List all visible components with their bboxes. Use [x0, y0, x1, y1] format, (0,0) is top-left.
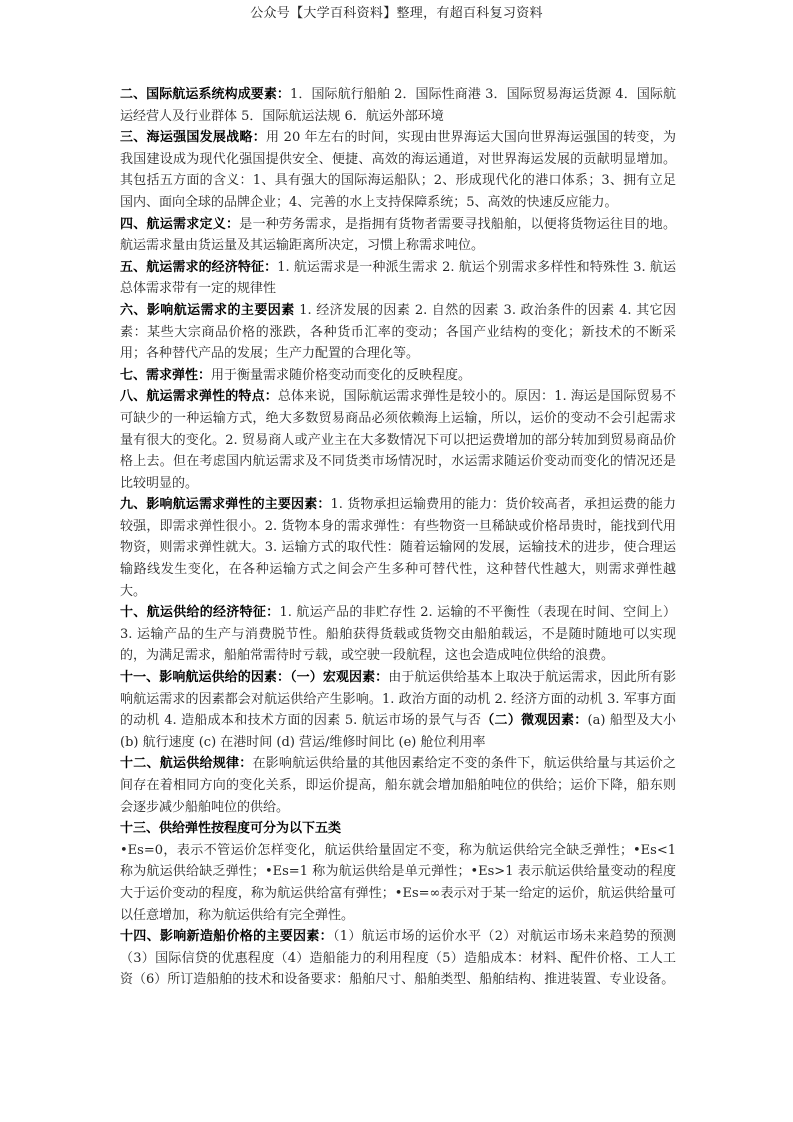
section-11	[120, 667, 676, 753]
section-body: 1. 航运需求是一种派生需求 2. 航运个别需求多样性和特殊性 3. 航运总体需求带有一定的规律性	[120, 259, 676, 297]
section-heading: 三、海运强国发展战略：	[120, 130, 266, 146]
section-9	[120, 494, 676, 602]
document-body	[120, 84, 676, 991]
section-heading: 十、航运供给的经济特征：	[120, 605, 280, 621]
section-6	[120, 300, 676, 365]
section-body: 总体来说，国际航运需求弹性是较小的。原因：1. 海运是国际贸易不可缺少的一种运输方式，绝大多数贸易商品必须依赖海上运输，所以，运价的变动不会引起需求量有很大的变化。2. 贸易商人或产业主在大多数情况下可以把运费增加的部分转加到贸易商品价格上去。但在考虑国内航运需求及不同货类市场情况时，水运需求随运价变动而变化的情况还是比较明显的。	[120, 389, 676, 491]
section-body: 1．国际航行船舶 2．国际性商港 3．国际贸易海运货源 4．国际航运经营人及行业群体 5．国际航运法规 6．航运外部环境	[120, 87, 676, 124]
section-body: （1）航运市场的运价水平（2）对航运市场未来趋势的预测（3）国际信贷的优惠程度（4）造船能力的利用程度（5）造船成本：材料、配件价格、工人工资（6）所订造船舶的技术和设备要求：船舶尺寸、船舶类型、船舶结构、推进装置、专业设备。	[120, 929, 676, 988]
section-heading: 十四、影响新造船价格的主要因素：	[120, 929, 333, 945]
section-4	[120, 214, 676, 257]
section-13-list	[120, 840, 676, 926]
section-2	[120, 84, 676, 127]
section-body: 由于航运供给基本上取决于航运需求，因此所有影响航运需求的因素都会对航运供给产生影响。1. 政治方面的动机 2. 经济方面的动机 3. 军事方面的动机 4. 造船成本和技术方面的因素 5. 航运市场的景气与否	[120, 670, 676, 729]
section-heading: 十一、影响航运供给的因素：（一）宏观因素：	[120, 670, 389, 686]
section-heading: 五、航运需求的经济特征：	[120, 259, 278, 275]
section-body: 1. 货物承担运输费用的能力：货价较高者，承担运费的能力较强，即需求弹性很小。2. 货物本身的需求弹性：有些物资一旦稀缺或价格昂贵时，能找到代用物资，则需求弹性就大。3. 运输方式的取代性：随着运输网的发展，运输技术的进步，使合理运输路线发生变化，在各种运输方式之间会产生多种可替代性，这种替代性越大，则需求弹性越大。	[120, 497, 676, 599]
section-5	[120, 257, 676, 300]
section-heading: 六、影响航运需求的主要因素	[120, 302, 295, 318]
section-subbody: (a) 船型及大小 (b) 航行速度 (c) 在港时间 (d) 营运/维修时间比 (e) 舱位利用率	[120, 713, 676, 750]
section-heading: 十三、供给弹性按程度可分为以下五类	[120, 821, 342, 837]
section-8	[120, 386, 676, 494]
section-body: 1. 经济发展的因素 2. 自然的因素 3. 政治条件的因素 4. 其它因素：某些大宗商品价格的涨跌，各种货币汇率的变动；各国产业结构的变化；新技术的不断采用；各种替代产品的发展；生产力配置的合理化等。	[120, 302, 676, 362]
section-heading: 七、需求弹性：	[120, 367, 212, 383]
section-heading: 十二、航运供给规律：	[120, 756, 253, 772]
section-heading: 二、国际航运系统构成要素：	[120, 87, 291, 102]
section-3	[120, 127, 676, 213]
section-body: 用 20 年左右的时间，实现由世界海运大国向世界海运强国的转变，为我国建设成为现代化强国提供安全、便捷、高效的海运通道，对世界海运发展的贡献明显增加。其包括五方面的含义：1、具有强大的国际海运船队；2、形成现代化的港口体系；3、拥有立足国内、面向全球的品牌企业；4、完善的水上支持保障系统；5、高效的快速反应能力。	[120, 130, 676, 210]
section-heading: 四、航运需求定义：	[120, 216, 240, 232]
section-10	[120, 602, 676, 667]
section-7	[120, 365, 676, 387]
section-body: 1. 航运产品的非贮存性 2. 运输的不平衡性（表现在时间、空间上）3. 运输产品的生产与消费脱节性。船舶获得货载或货物交由船舶载运，不是随时随地可以实现的，为满足需求，船舶常需待时亏载，或空驶一段航程，这也会造成吨位供给的浪费。	[120, 605, 676, 664]
page-header: 公众号【大学百科资料】整理，有超百科复习资料	[250, 6, 543, 21]
section-body: 用于衡量需求随价格变动而变化的反映程度。	[211, 367, 472, 383]
section-13	[120, 818, 676, 840]
section-subheading: （二）微观因素：	[481, 713, 588, 729]
section-heading: 九、影响航运需求弹性的主要因素：	[120, 497, 331, 513]
section-12	[120, 753, 676, 818]
section-body: 是一种劳务需求，是指拥有货物者需要寻找船舶，以便将货物运往目的地。航运需求量由货运量及其运输距离所决定，习惯上称需求吨位。	[120, 216, 676, 254]
section-body: 在影响航运供给量的其他因素给定不变的条件下，航运供给量与其运价之间存在着相同方向的变化关系，即运价提高，船东就会增加船舶吨位的供给；运价下降，船东则会逐步减少船舶吨位的供给。	[120, 756, 676, 815]
section-14	[120, 926, 676, 991]
section-body: •Es=0，表示不管运价怎样变化，航运供给量固定不变，称为航运供给完全缺乏弹性；•Es<1 称为航运供给缺乏弹性；•Es=1 称为航运供给是单元弹性；•Es>1 表示航运供给量变动的程度大于运价变动的程度，称为航运供给富有弹性；•Es=∞表示对于某一给定的运价，航运供给量可以任意增加，称为航运供给有完全弹性。	[120, 842, 676, 923]
section-heading: 八、航运需求弹性的特点：	[120, 389, 278, 405]
